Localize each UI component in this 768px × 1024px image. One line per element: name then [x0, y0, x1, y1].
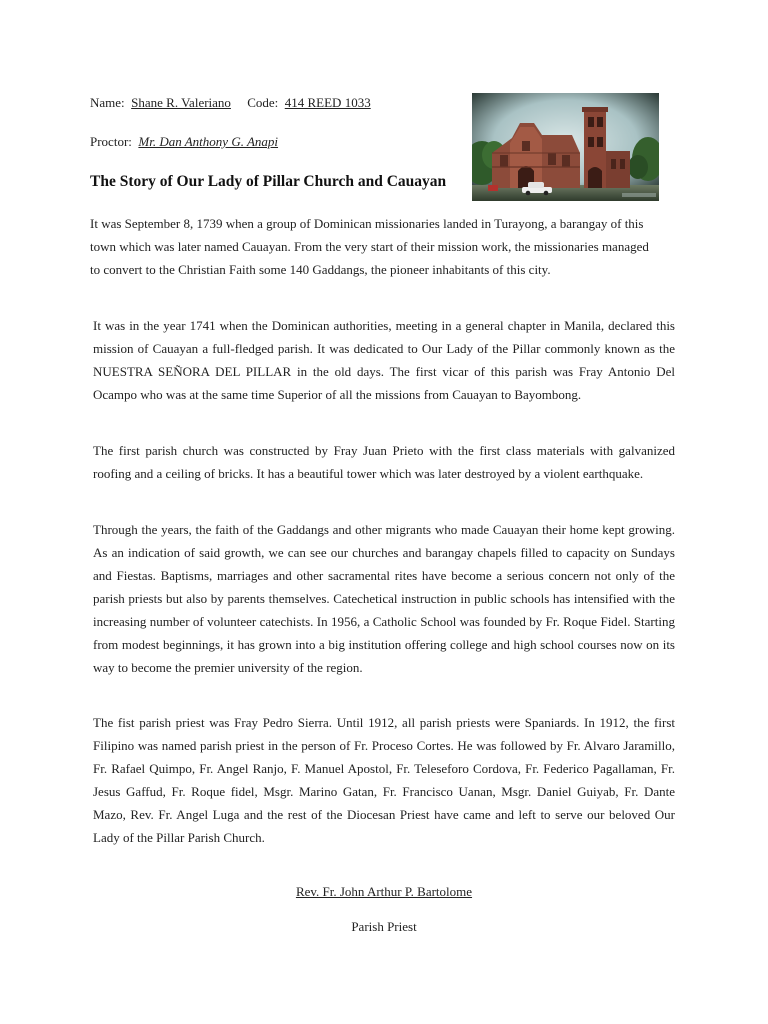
signature-name: Rev. Fr. John Arthur P. Bartolome [295, 884, 473, 899]
paragraph-2: It was in the year 1741 when the Dominican authorities, meeting in a general chapter in Manila, declared this mission of Cauayan a full-fledged parish. It was dedicated to Our Lady of the Pillar commonly known as the NUESTRA SEÑORA DEL PILLAR in the old days. The first vicar of this parish was Fray Antonio Del Ocampo who was at the same time Superior of all the missions from Cauayan to Bayombong. [93, 318, 675, 402]
paragraph-3: The first parish church was constructed by Fray Juan Prieto with the first class materials with galvanized roofing and a ceiling of bricks. It has a beautiful tower which was later destroyed by a violent earthquake. [93, 443, 675, 481]
proctor-value: Mr. Dan Anthony G. Anapi [138, 134, 279, 149]
name-value: Shane R. Valeriano [131, 95, 231, 110]
code-value: 414 REED 1033 [284, 95, 371, 110]
document-title: The Story of Our Lady of Pillar Church and Cauayan [90, 173, 447, 190]
name-label: Name: [90, 95, 125, 110]
paragraph-4: Through the years, the faith of the Gaddangs and other migrants who made Cauayan their home kept growing. As an indication of said growth, we can see our churches and barangay chapels filled to capacity on Sundays and Fiestas. Baptisms, marriages and other sacramental rites have become a serious concern not only of the parish priests but also by parents themselves. Catechetical instruction in public schools has intensified with the increasing number of volunteer catechists. In 1956, a Catholic School was founded by Fr. Roque Fidel. Starting from modest beginnings, it has grown into a big institution offering college and high school courses now on its way to become the premier university of the region. [93, 522, 675, 675]
paragraph-5: The fist parish priest was Fray Pedro Sierra. Until 1912, all parish priests were Spaniards. In 1912, the first Filipino was named parish priest in the person of Fr. Proceso Cortes. He was followed by Fr. Alvaro Jaramillo, Fr. Rafael Quimpo, Fr. Angel Ranjo, F. Manuel Apostol, Fr. Teleseforo Cordova, Fr. Federico Pagallaman, Fr. Jesus Gaffud, Fr. Roque fidel, Msgr. Marino Gatan, Fr. Francisco Uanan, Msgr. Daniel Guiyab, Fr. Dante Mazo, Rev. Fr. Angel Luga and the rest of the Diocesan Priest have came and left to serve our beloved Our Lady of the Pillar Parish Church. [93, 715, 675, 845]
name-code-line [90, 95, 371, 111]
signature-role: Parish Priest [351, 919, 417, 934]
church-photo [472, 93, 659, 201]
paragraph-1: It was September 8, 1739 when a group of Dominican missionaries landed in Turayong, a barangay of this town which was later named Cauayan. From the very start of their mission work, the missionaries managed to convert to the Christian Faith some 140 Gaddangs, the pioneer inhabitants of this city. [90, 216, 649, 277]
code-label: Code: [247, 95, 279, 110]
proctor-label: Proctor: [90, 134, 132, 149]
proctor-line [90, 134, 278, 150]
